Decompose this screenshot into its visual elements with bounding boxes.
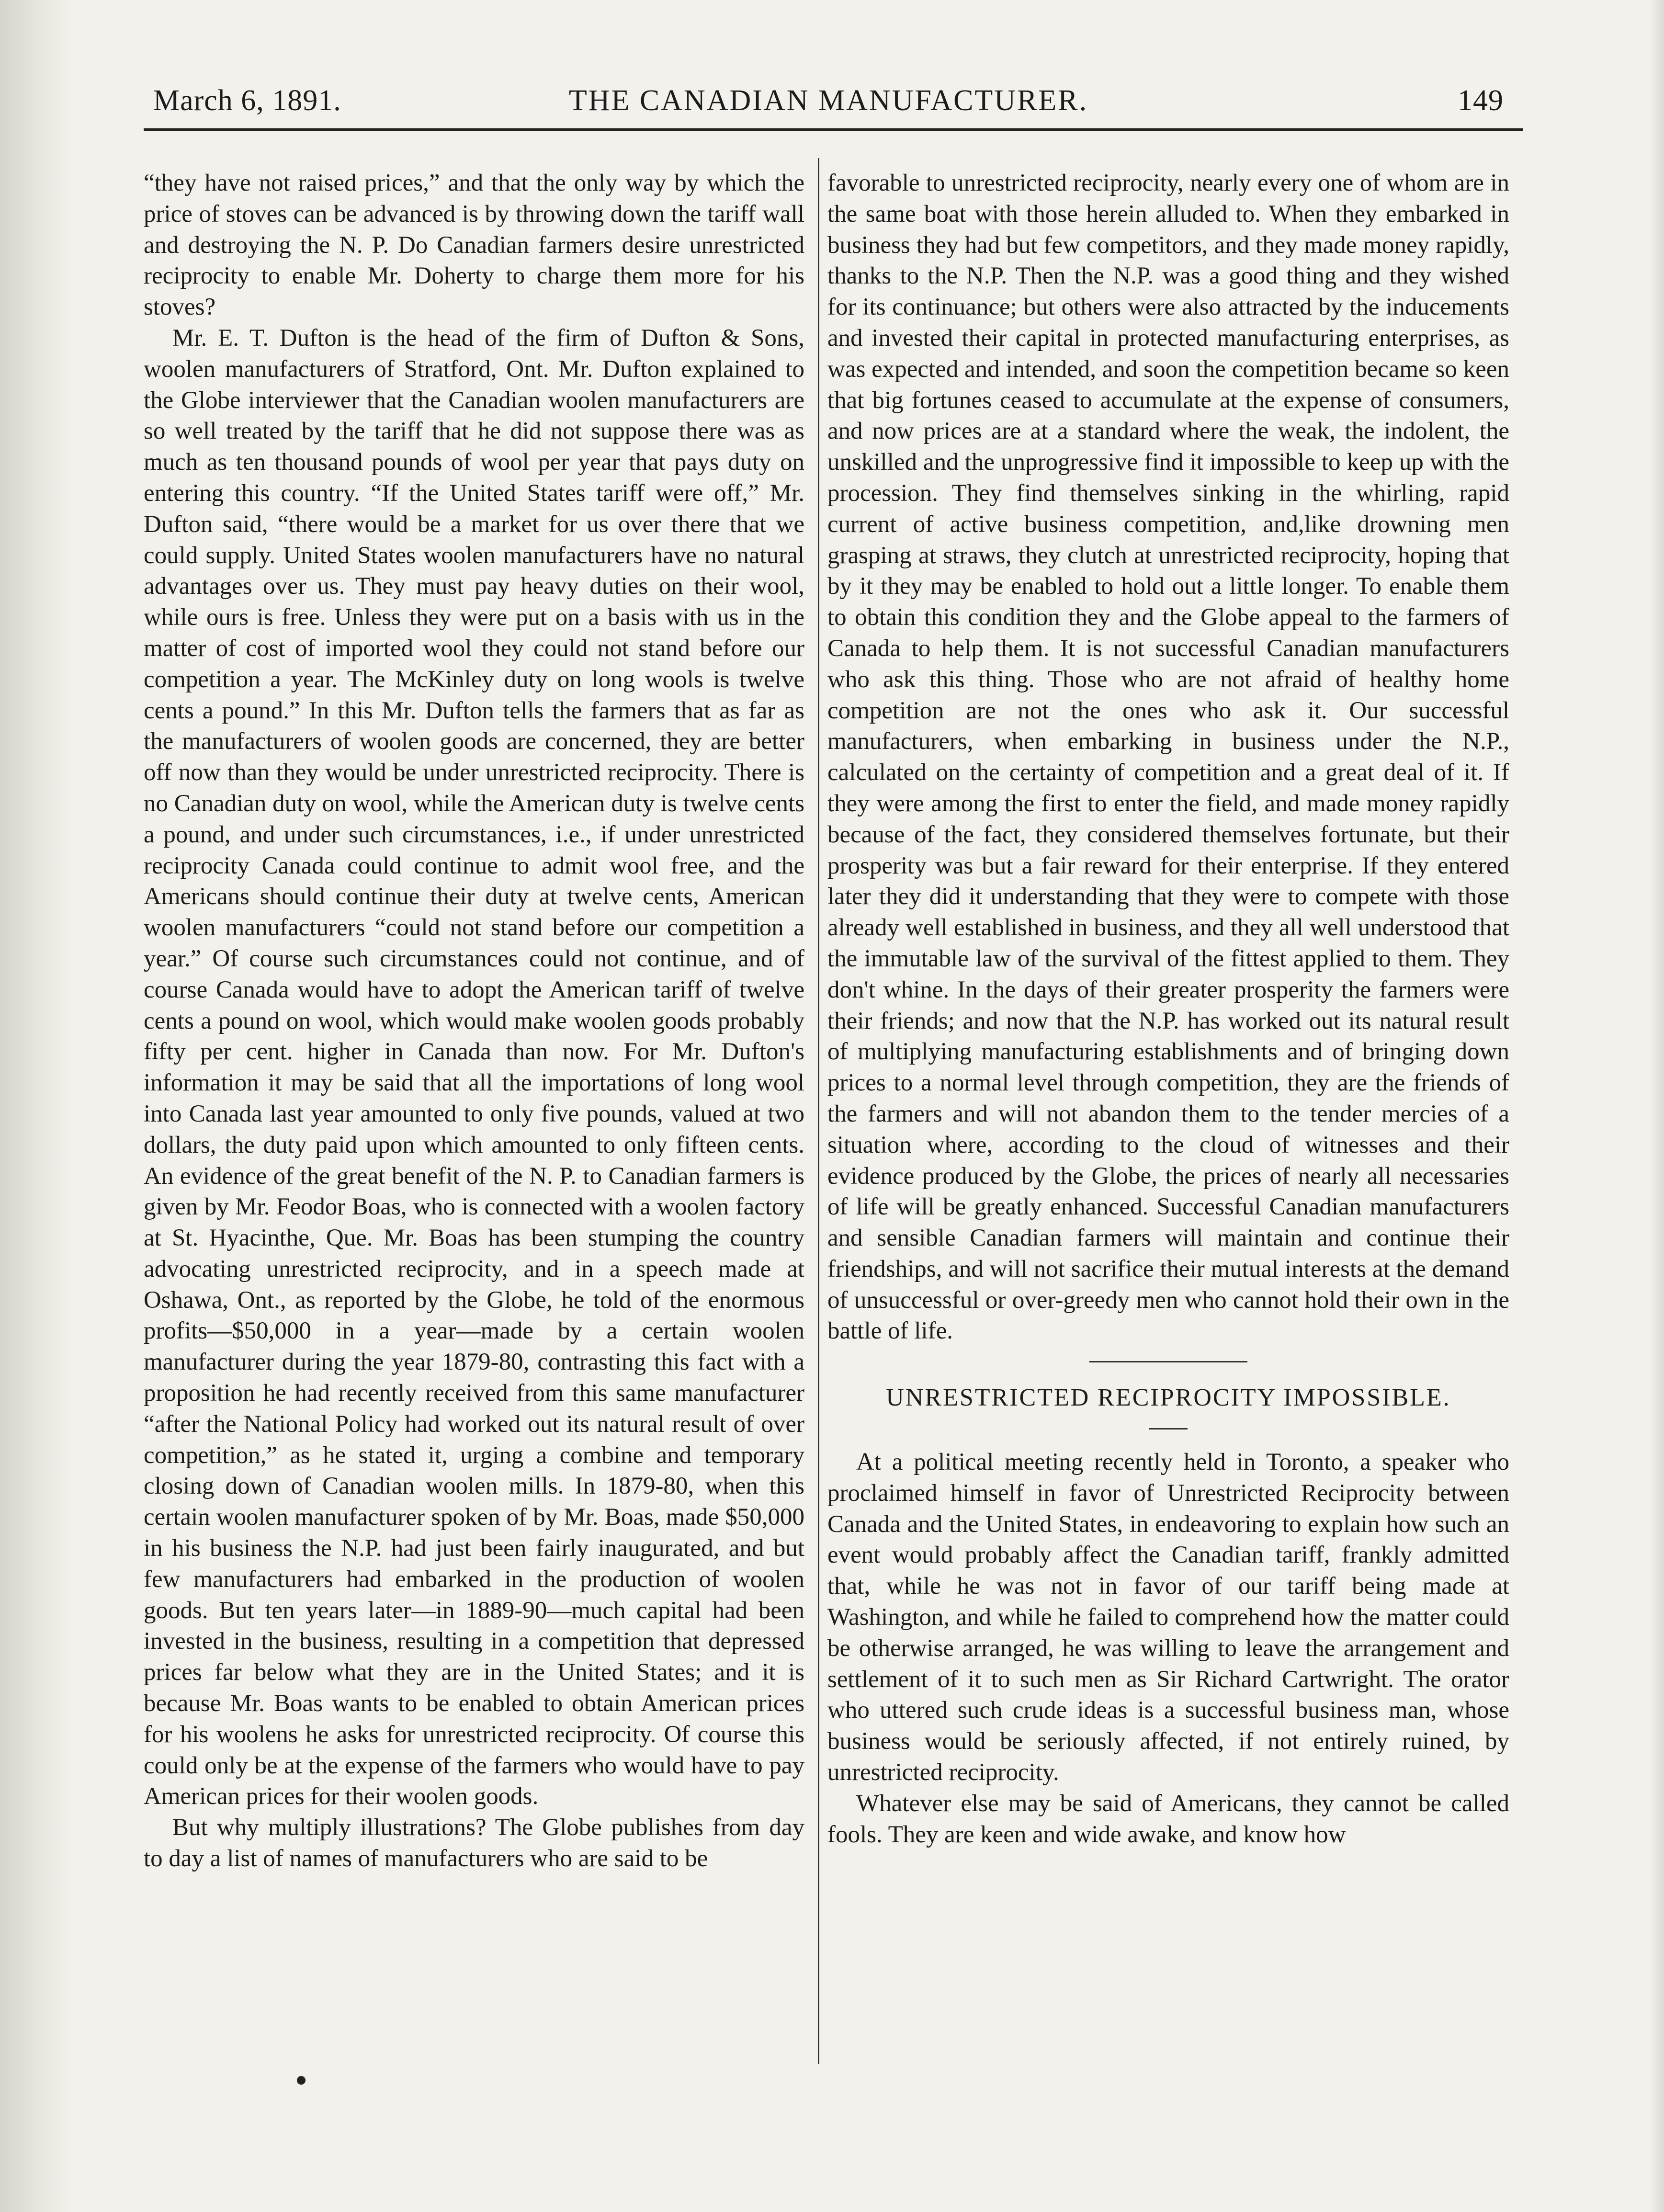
lead-word: At — [856, 1448, 881, 1476]
publication-title: THE CANADIAN MANUFACTURER. — [568, 84, 1088, 117]
section-heading: UNRESTRICTED RECIPROCITY IMPOSSIBLE. — [886, 1384, 1451, 1412]
paragraph: Mr. E. T. Dufton is the head of the firm of Dufton & Sons, woolen manufacturers of Stratford, Ont. Mr. Dufton explained to the Globe interviewer that the Canadian woolen manufacturers are so well treated by the tariff that he did not suppose there was as much as ten thousand pounds of wool per year that pays duty on entering this country. “If the United States tariff were off,” Mr. Dufton said, “there would be a market for us over there that we could supply. United States woolen manufacturers have no natural advantages over us. They must pay heavy duties on their wool, while ours is free. Unless they were put on a basis with us in the matter of cost of imported wool they could not stand before our competition a year. The McKinley duty on long wools is twelve cents a pound.” In this Mr. Dufton tells the farmers that as far as the manufacturers of woolen goods are concerned, they are better off now than they would be under unrestricted reciprocity. There is no Canadian duty on wool, while the American duty is twelve cents a pound, and under such circumstances, i.e., if under unrestricted reciprocity Canada could continue to admit wool free, and the Americans should continue their duty at twelve cents, American woolen manufacturers “could not stand before our competition a year.” Of course such circumstances could not continue, and of course Canada would have to adopt the American tariff of twelve cents a pound on wool, which would make woolen goods probably fifty per cent. higher in Canada than now. For Mr. Dufton's information it may be said that all the importations of long wool into Canada last year amounted to only five pounds, valued at two dollars, the duty paid upon which amounted to only fifteen cents. An evidence of the great benefit of the N. P. to Canadian farmers is given by Mr. Feodor Boas, who is connected with a woolen factory at St. Hyacinthe, Que. Mr. Boas has been stumping the country advocating unrestricted reciprocity, and in a speech made at Oshawa, Ont., as reported by the Globe, he told of the enormous profits—$50,000 in a year—made by a certain woolen manufacturer during the year 1879-80, contrasting this fact with a proposition he had recently received from this same manufacturer “after the National Policy had worked out its natural result of over competition,” as he stated it, urging a combine and temporary closing down of Canadian woolen mills. In 1879-80, when this certain woolen manufacturer spoken of by Mr. Boas, made $50,000 in his business the N.P. had just been fairly inaugurated, and but few manufacturers had embarked in the production of woolen goods. But ten years later—in 1889-90—much capital had been invested in the business, resulting in a competition that depressed prices far below what they are in the United States; and it is because Mr. Boas wants to be enabled to obtain American prices for his woolens he asks for unrestricted reciprocity. Of course this could only be at the expense of the farmers who would have to pay American prices for their woolen goods. — [144, 324, 804, 1810]
paragraph-text: a political meeting recently held in Toronto, a speaker who proclaimed himself in favor of Unrestricted Reciprocity between Canada and the United States, in endeavoring to explain how such an event would probably affect the Canadian tariff, frankly admitted that, while he was not in favor of our tariff being made at Washington, and while he failed to comprehend how the matter could be otherwise arranged, he was willing to leave the arrangement and settlement of it to such men as Sir Richard Cartwright. The orator who uttered such crude ideas is a successful business man, whose business would be seriously affected, if not entirely ruined, by unrestricted reciprocity. — [827, 1449, 1509, 1786]
page-header — [153, 79, 1504, 122]
page-number: 149 — [1458, 84, 1504, 117]
right-column — [827, 168, 1509, 1850]
paragraph: “they have not raised prices,” and that the only way by which the price of stoves can be advanced is by throwing down the tariff wall and destroying the N. P. Do Canadian farmers desire unrestricted reciprocity to enable Mr. Doherty to charge them more for his stoves? — [144, 170, 804, 321]
issue-date: March 6, 1891. — [153, 84, 341, 117]
section-separator — [1089, 1361, 1247, 1362]
heading-rule — [1149, 1428, 1188, 1429]
page-gutter-shadow — [0, 0, 72, 2212]
paragraph: favorable to unrestricted reciprocity, nearly every one of whom are in the same boat with those herein alluded to. When they embarked in business they had but few competitors, and they made money rapidly, thanks to the N.P. Then the N.P. was a good thing and they wished for its continuance; but others were also attracted by the inducements and invested their capital in protected manufacturing enterprises, as was expected and intended, and soon the competition became so keen that big fortunes ceased to accumulate at the expense of consumers, and now prices are at a standard where the weak, the indolent, the unskilled and the unprogressive find it impossible to keep up with the procession. They find themselves sinking in the whirling, rapid current of active business competition, and,like drowning men grasping at straws, they clutch at unrestricted reciprocity, hoping that by it they may be enabled to hold out a little longer. To enable them to obtain this condition they and the Globe appeal to the farmers of Canada to help them. It is not successful Canadian manufacturers who ask this thing. Those who are not afraid of healthy home competition are not the ones who ask it. Our successful manufacturers, when embarking in business under the N.P., calculated on the certainty of competition and a great deal of it. If they were among the first to enter the field, and made money rapidly because of the fact, they considered themselves fortunate, but their prosperity was but a fair reward for their enterprise. If they entered later they did it understanding that they were to compete with those already well established in business, and they all well understood that the immutable law of the survival of the fittest applied to them. They don't whine. In the days of their greater prosperity the farmers were their friends; and now that the N.P. has worked out its natural result of multiplying manufacturing establishments and of bringing down prices to a normal level through competition, they are the friends of the farmers and will not abandon them to the tender mercies of a situation where, according to the cloud of witnesses and their evidence produced by the Globe, the prices of nearly all necessaries of life will be greatly enhanced. Successful Canadian manufacturers and sensible Canadian farmers will maintain and continue their friendships, and will not sacrifice their mutual interests at the demand of unsuccessful or over-greedy men who cannot hold their own in the battle of life. — [827, 170, 1509, 1345]
header-rule — [144, 128, 1523, 131]
left-column — [144, 168, 804, 1874]
column-divider — [818, 158, 819, 2064]
paragraph — [827, 1447, 1509, 1788]
paragraph: Whatever else may be said of Americans, they cannot be called fools. They are keen and wide awake, and know how — [827, 1790, 1509, 1848]
page-edge-shadow — [1650, 0, 1664, 2212]
print-mark — [297, 2076, 306, 2085]
paragraph: But why multiply illustrations? The Globe publishes from day to day a list of names of manufacturers who are said to be — [144, 1814, 804, 1872]
